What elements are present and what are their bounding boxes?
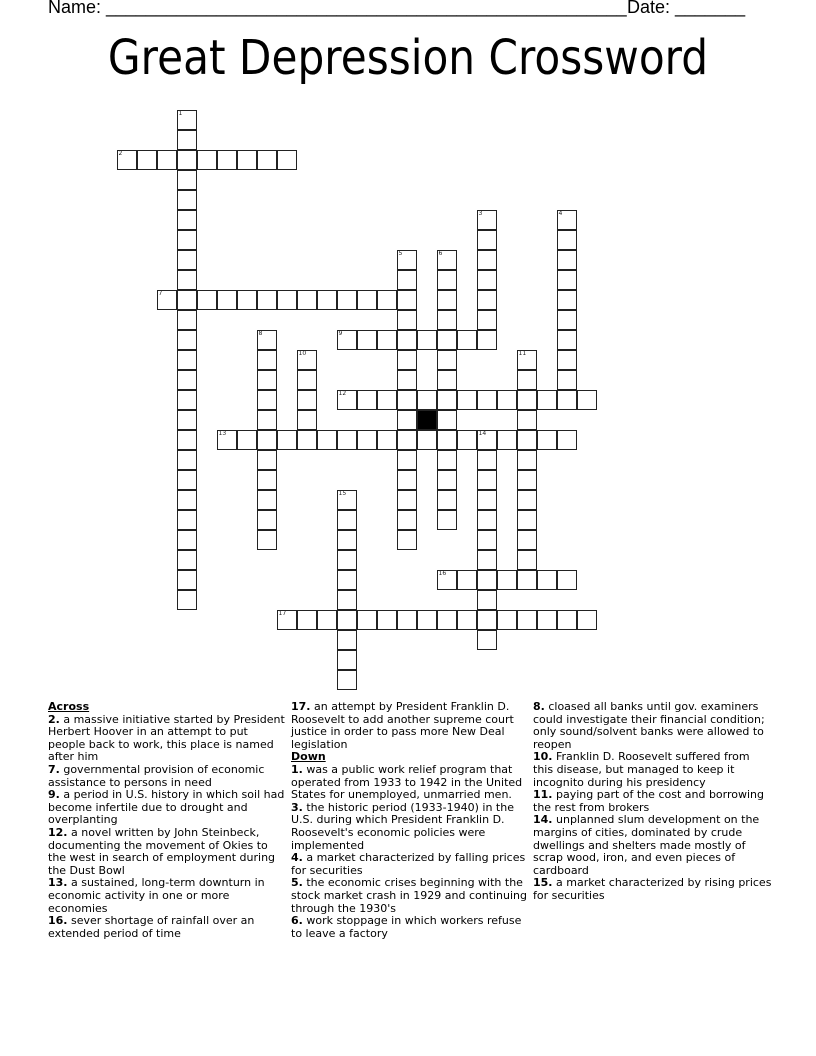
clue-across-7	[48, 764, 288, 789]
grid-cell[interactable]	[397, 290, 417, 310]
clue-number: 10.	[533, 750, 553, 764]
grid-cell[interactable]	[517, 370, 537, 390]
grid-cell[interactable]	[317, 610, 337, 630]
grid-cell[interactable]	[257, 470, 277, 490]
clue-number: 1.	[291, 762, 303, 776]
grid-cell[interactable]	[557, 210, 577, 230]
grid-cell[interactable]	[177, 250, 197, 270]
clue-text: a period in U.S. history in which soil had become infertile due to drought and overplanting	[48, 788, 285, 827]
grid-cell[interactable]	[437, 330, 457, 350]
grid-cell[interactable]	[437, 370, 457, 390]
grid-cell[interactable]	[517, 530, 537, 550]
down-heading: Down	[291, 750, 326, 764]
grid-cell[interactable]	[437, 470, 457, 490]
grid-cell[interactable]	[517, 610, 537, 630]
grid-cell[interactable]	[157, 150, 177, 170]
grid-cell[interactable]	[477, 550, 497, 570]
grid-cell[interactable]	[437, 290, 457, 310]
grid-cell[interactable]	[177, 470, 197, 490]
grid-cell[interactable]	[397, 270, 417, 290]
grid-cell[interactable]	[337, 570, 357, 590]
grid-cell[interactable]	[477, 490, 497, 510]
clue-number: 3.	[291, 800, 303, 814]
clue-number: 16.	[48, 914, 68, 928]
grid-cell[interactable]	[437, 390, 457, 410]
grid-cell[interactable]	[557, 570, 577, 590]
grid-cell[interactable]	[537, 610, 557, 630]
grid-cell[interactable]	[417, 430, 437, 450]
clue-number-label: 9	[338, 329, 343, 337]
grid-cell[interactable]	[297, 350, 317, 370]
grid-cell[interactable]	[297, 290, 317, 310]
clue-text: a sustained, long-term downturn in economic activity in one or more economies	[48, 876, 265, 915]
clues-column-3	[533, 701, 773, 903]
grid-cell[interactable]	[477, 290, 497, 310]
clue-number-label: 5	[398, 249, 403, 257]
grid-cell[interactable]	[177, 290, 197, 310]
clue-number: 14.	[533, 813, 553, 827]
date-field[interactable]: Date: _______	[627, 0, 746, 17]
grid-cell[interactable]	[417, 390, 437, 410]
grid-cell[interactable]	[177, 210, 197, 230]
clue-text: cloased all banks until gov. examiners could investigate their financial condition; only sound/solvent banks were allowed to reopen	[533, 700, 765, 751]
grid-cell[interactable]	[337, 430, 357, 450]
grid-cell[interactable]	[177, 370, 197, 390]
clue-down-14	[533, 814, 773, 877]
clue-number-label: 4	[558, 209, 563, 217]
grid-cell[interactable]	[457, 390, 477, 410]
grid-cell[interactable]	[237, 290, 257, 310]
clue-number-label: 2	[118, 149, 123, 157]
clue-number: 5.	[291, 876, 303, 890]
clue-text: a market characterized by rising prices for securities	[533, 876, 772, 902]
grid-cell[interactable]	[177, 530, 197, 550]
grid-cell[interactable]	[397, 530, 417, 550]
grid-cell[interactable]	[557, 330, 577, 350]
clue-across-17	[291, 701, 531, 751]
grid-cell[interactable]	[277, 610, 297, 630]
clues-column-1	[48, 701, 288, 940]
grid-cell[interactable]	[177, 510, 197, 530]
grid-cell[interactable]	[357, 430, 377, 450]
grid-cell[interactable]	[397, 390, 417, 410]
clue-down-5	[291, 877, 531, 915]
grid-cell[interactable]	[557, 370, 577, 390]
clue-text: an attempt by President Franklin D. Roosevelt to add another supreme court justice in order to pass more New Deal legislation	[291, 700, 514, 751]
grid-cell[interactable]	[337, 510, 357, 530]
grid-cell[interactable]	[257, 370, 277, 390]
grid-cell[interactable]	[277, 290, 297, 310]
grid-cell[interactable]	[217, 290, 237, 310]
grid-cell[interactable]	[437, 250, 457, 270]
clue-across-2	[48, 714, 288, 764]
grid-cell[interactable]	[337, 630, 357, 650]
grid-cell[interactable]	[477, 470, 497, 490]
grid-cell[interactable]	[337, 650, 357, 670]
grid-cell[interactable]	[257, 390, 277, 410]
grid-cell[interactable]	[257, 290, 277, 310]
clue-text: Franklin D. Roosevelt suffered from this disease, but managed to keep it incognito during his presidency	[533, 750, 750, 789]
grid-cell[interactable]	[517, 470, 537, 490]
grid-cell[interactable]	[337, 590, 357, 610]
clue-down-8	[533, 701, 773, 751]
clue-across-9	[48, 789, 288, 827]
grid-cell[interactable]	[197, 290, 217, 310]
grid-cell[interactable]	[397, 430, 417, 450]
grid-cell[interactable]	[177, 310, 197, 330]
grid-cell[interactable]	[177, 270, 197, 290]
grid-cell[interactable]	[337, 530, 357, 550]
grid-cell[interactable]	[177, 150, 197, 170]
grid-cell[interactable]	[537, 570, 557, 590]
clue-text: the historic period (1933-1940) in the U.S. during which President Franklin D. Roosevelt's economic policies were implemented	[291, 800, 514, 852]
clue-number: 8.	[533, 700, 545, 713]
grid-cell[interactable]	[237, 150, 257, 170]
grid-cell[interactable]	[277, 430, 297, 450]
grid-cell[interactable]	[197, 150, 217, 170]
grid-cell[interactable]	[517, 350, 537, 370]
grid-cell[interactable]	[457, 570, 477, 590]
grid-cell[interactable]	[177, 390, 197, 410]
grid-cell[interactable]	[397, 450, 417, 470]
clue-down-3	[291, 802, 531, 852]
clue-number-label: 7	[158, 289, 163, 297]
clue-text: paying part of the cost and borrowing the rest from brokers	[533, 788, 765, 814]
grid-cell[interactable]	[517, 390, 537, 410]
grid-cell[interactable]	[557, 430, 577, 450]
grid-cell[interactable]	[177, 450, 197, 470]
grid-cell[interactable]	[297, 430, 317, 450]
grid-cell[interactable]	[277, 150, 297, 170]
clue-number: 2.	[48, 712, 60, 726]
grid-cell[interactable]	[337, 330, 357, 350]
grid-cell[interactable]	[577, 390, 597, 410]
grid-cell[interactable]	[237, 430, 257, 450]
grid-cell[interactable]	[557, 230, 577, 250]
grid-cell[interactable]	[477, 230, 497, 250]
clue-text: the economic crises beginning with the stock market crash in 1929 and continuing through the 1930's	[291, 876, 528, 915]
clue-number-label: 14	[478, 429, 487, 437]
clue-across-16	[48, 915, 288, 940]
grid-cell[interactable]	[337, 670, 357, 690]
grid-cell[interactable]	[357, 390, 377, 410]
grid-cell[interactable]	[477, 610, 497, 630]
grid-cell[interactable]	[557, 350, 577, 370]
grid-cell[interactable]	[517, 430, 537, 450]
grid-cell[interactable]	[337, 390, 357, 410]
grid-cell[interactable]	[517, 570, 537, 590]
clue-down-10	[533, 751, 773, 789]
grid-cell[interactable]	[477, 450, 497, 470]
grid-cell[interactable]	[177, 170, 197, 190]
grid-cell[interactable]	[257, 410, 277, 430]
grid-cell[interactable]	[457, 610, 477, 630]
grid-cell[interactable]	[537, 390, 557, 410]
grid-cell[interactable]	[557, 250, 577, 270]
grid-cell[interactable]	[337, 490, 357, 510]
grid-cell[interactable]	[517, 550, 537, 570]
clue-text: work stoppage in which workers refuse to leave a factory	[291, 914, 522, 940]
grid-cell[interactable]	[577, 610, 597, 630]
clue-across-13	[48, 877, 288, 915]
grid-cell[interactable]	[177, 130, 197, 150]
clue-number-label: 8	[258, 329, 263, 337]
grid-cell[interactable]	[217, 150, 237, 170]
grid-cell[interactable]	[317, 290, 337, 310]
grid-cell[interactable]	[377, 430, 397, 450]
grid-cell[interactable]	[257, 530, 277, 550]
grid-cell[interactable]	[397, 470, 417, 490]
grid-cell[interactable]	[557, 390, 577, 410]
grid-cell[interactable]	[517, 410, 537, 430]
grid-cell[interactable]	[437, 510, 457, 530]
grid-cell[interactable]	[177, 430, 197, 450]
clues-column-2	[291, 701, 531, 940]
grid-cell[interactable]	[217, 430, 237, 450]
name-field[interactable]: Name: ____________________________________________________	[48, 0, 627, 17]
grid-cell[interactable]	[417, 610, 437, 630]
grid-cell[interactable]	[497, 390, 517, 410]
clue-number-label: 15	[338, 489, 347, 497]
clue-number-label: 17	[278, 609, 287, 617]
grid-cell[interactable]	[257, 330, 277, 350]
grid-cell[interactable]	[417, 330, 437, 350]
grid-cell[interactable]	[257, 430, 277, 450]
grid-cell[interactable]	[437, 430, 457, 450]
grid-cell[interactable]	[437, 410, 457, 430]
clue-number: 9.	[48, 788, 60, 802]
clue-down-1	[291, 764, 531, 802]
grid-cell[interactable]	[557, 310, 577, 330]
grid-cell[interactable]	[257, 490, 277, 510]
clue-text: was a public work relief program that operated from 1933 to 1942 in the United States for unemployed, unmarried men.	[291, 762, 523, 802]
clue-number-label: 12	[338, 389, 347, 397]
clue-number-label: 16	[438, 569, 447, 577]
clue-number: 15.	[533, 876, 553, 890]
grid-cell[interactable]	[477, 210, 497, 230]
grid-cell[interactable]	[457, 430, 477, 450]
grid-cell[interactable]	[257, 510, 277, 530]
grid-cell[interactable]	[297, 370, 317, 390]
clue-number: 17.	[291, 700, 311, 713]
grid-cell[interactable]	[477, 430, 497, 450]
grid-cell[interactable]	[437, 350, 457, 370]
crossword-grid	[117, 110, 617, 710]
grid-cell[interactable]	[437, 490, 457, 510]
grid-cell[interactable]	[517, 450, 537, 470]
clue-text: a market characterized by falling prices for securities	[291, 851, 526, 877]
grid-cell[interactable]	[477, 510, 497, 530]
grid-cell[interactable]	[397, 310, 417, 330]
grid-cell[interactable]	[137, 150, 157, 170]
clue-number-label: 1	[178, 109, 183, 117]
grid-cell[interactable]	[397, 250, 417, 270]
grid-cell[interactable]	[437, 610, 457, 630]
grid-cell[interactable]	[437, 310, 457, 330]
grid-cell[interactable]	[297, 390, 317, 410]
clue-text: a novel written by John Steinbeck, documenting the movement of Okies to the west in search of employment during the Dust Bowl	[48, 825, 276, 877]
grid-cell[interactable]	[457, 330, 477, 350]
clue-down-4	[291, 852, 531, 877]
grid-cell[interactable]	[477, 330, 497, 350]
grid-cell[interactable]	[437, 570, 457, 590]
grid-cell[interactable]	[177, 110, 197, 130]
clue-number: 11.	[533, 788, 553, 802]
clue-number: 7.	[48, 762, 60, 776]
grid-cell[interactable]	[477, 630, 497, 650]
grid-cell[interactable]	[477, 250, 497, 270]
grid-cell[interactable]	[477, 530, 497, 550]
grid-cell[interactable]	[557, 290, 577, 310]
clue-number: 13.	[48, 876, 68, 890]
grid-cell[interactable]	[477, 390, 497, 410]
clue-number-label: 11	[518, 349, 527, 357]
clue-number-label: 10	[298, 349, 307, 357]
clue-text: governmental provision of economic assistance to persons in need	[48, 762, 265, 789]
grid-cell[interactable]	[177, 570, 197, 590]
clue-text: a massive initiative started by President Herbert Hoover in an attempt to put people back to work, this place is named after him	[48, 712, 285, 764]
grid-cell[interactable]	[517, 490, 537, 510]
grid-cell[interactable]	[177, 410, 197, 430]
grid-cell[interactable]	[497, 430, 517, 450]
grid-cell[interactable]	[297, 610, 317, 630]
grid-cell[interactable]	[477, 310, 497, 330]
grid-cell[interactable]	[257, 450, 277, 470]
grid-cell[interactable]	[177, 230, 197, 250]
clue-number: 6.	[291, 914, 303, 928]
clue-across-12	[48, 827, 288, 877]
grid-cell[interactable]	[377, 610, 397, 630]
grid-cell[interactable]	[337, 610, 357, 630]
grid-cell[interactable]	[317, 430, 337, 450]
clue-number-label: 3	[478, 209, 483, 217]
grid-cell[interactable]	[477, 570, 497, 590]
clue-down-15	[533, 877, 773, 902]
grid-cell[interactable]	[397, 350, 417, 370]
grid-cell[interactable]	[257, 150, 277, 170]
grid-cell[interactable]	[357, 330, 377, 350]
across-heading: Across	[48, 700, 90, 713]
grid-cell[interactable]	[397, 410, 417, 430]
clue-number: 12.	[48, 825, 68, 839]
grid-cell[interactable]	[157, 290, 177, 310]
grid-cell[interactable]	[397, 490, 417, 510]
clue-number: 4.	[291, 851, 303, 865]
grid-cell[interactable]	[437, 270, 457, 290]
grid-cell[interactable]	[397, 330, 417, 350]
grid-cell[interactable]	[257, 350, 277, 370]
grid-cell[interactable]	[177, 350, 197, 370]
grid-cell[interactable]	[497, 610, 517, 630]
grid-cell[interactable]	[537, 430, 557, 450]
grid-cell[interactable]	[297, 410, 317, 430]
clue-down-6	[291, 915, 531, 940]
black-cell	[417, 410, 437, 430]
grid-cell[interactable]	[377, 330, 397, 350]
grid-cell[interactable]	[177, 590, 197, 610]
grid-cell[interactable]	[497, 570, 517, 590]
grid-cell[interactable]	[177, 550, 197, 570]
grid-cell[interactable]	[377, 290, 397, 310]
grid-cell[interactable]	[437, 450, 457, 470]
grid-cell[interactable]	[177, 490, 197, 510]
clue-down-11	[533, 789, 773, 814]
grid-cell[interactable]	[337, 550, 357, 570]
clue-number-label: 6	[438, 249, 443, 257]
grid-cell[interactable]	[397, 610, 417, 630]
grid-cell[interactable]	[177, 190, 197, 210]
grid-cell[interactable]	[517, 510, 537, 530]
grid-cell[interactable]	[397, 370, 417, 390]
grid-cell[interactable]	[477, 270, 497, 290]
grid-cell[interactable]	[117, 150, 137, 170]
clue-text: sever shortage of rainfall over an extended period of time	[48, 914, 255, 940]
page-title: Great Depression Crossword	[107, 30, 709, 86]
grid-cell[interactable]	[557, 270, 577, 290]
grid-cell[interactable]	[357, 610, 377, 630]
grid-cell[interactable]	[477, 590, 497, 610]
clue-number-label: 13	[218, 429, 227, 437]
grid-cell[interactable]	[397, 510, 417, 530]
grid-cell[interactable]	[177, 330, 197, 350]
grid-cell[interactable]	[357, 290, 377, 310]
grid-cell[interactable]	[337, 290, 357, 310]
grid-cell[interactable]	[557, 610, 577, 630]
grid-cell[interactable]	[377, 390, 397, 410]
clue-text: unplanned slum development on the margins of cities, dominated by crude dwellings and shelters made mostly of scrap wood, iron, and even pieces of cardboard	[533, 813, 760, 877]
